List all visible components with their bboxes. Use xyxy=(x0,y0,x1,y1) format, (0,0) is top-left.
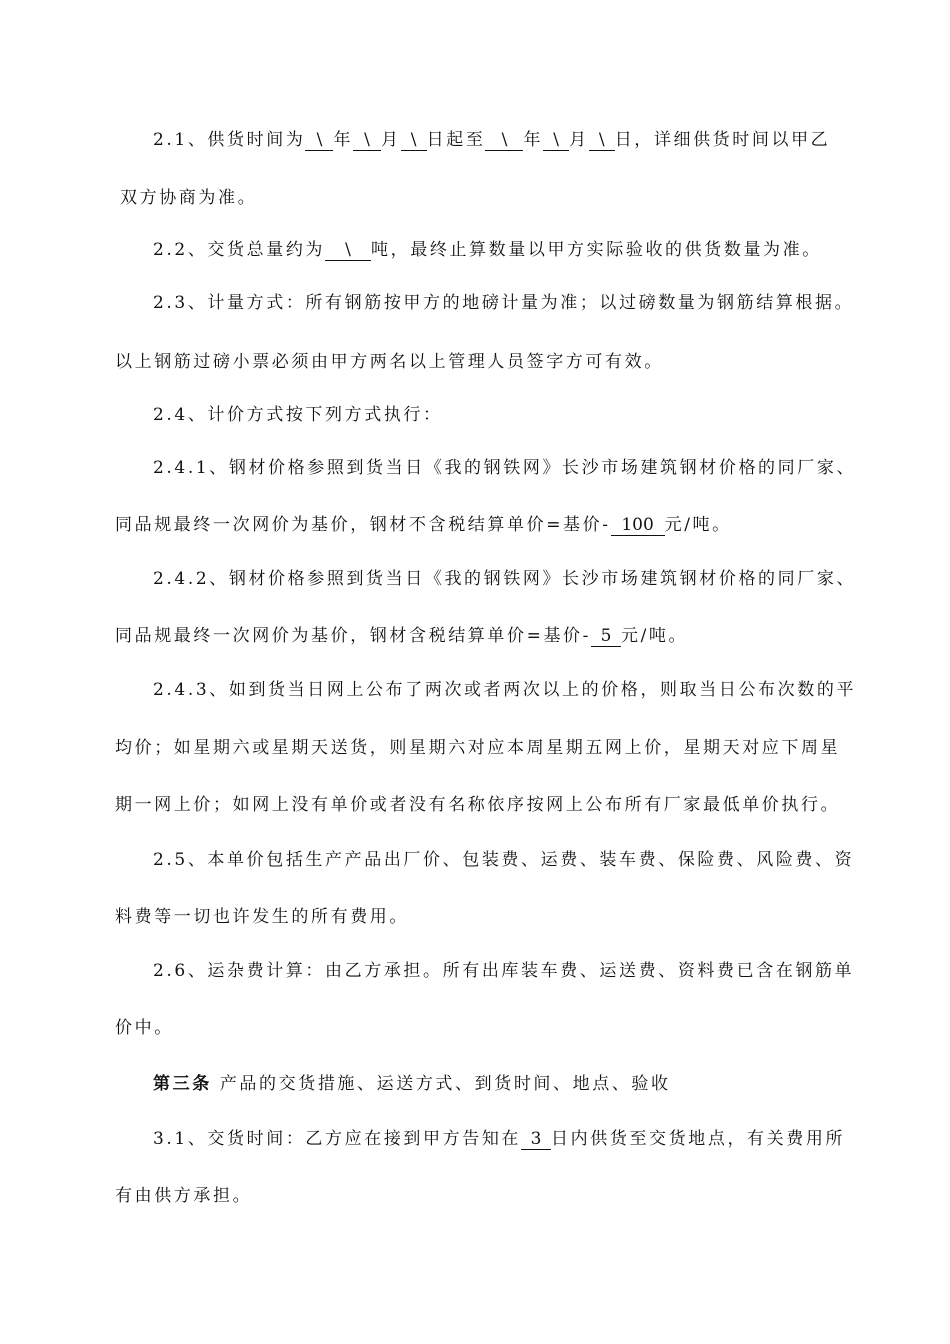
end-month-blank: \ xyxy=(543,130,569,151)
start-day-blank: \ xyxy=(401,130,427,151)
clause-2-4-2-continuation xyxy=(115,624,688,648)
start-day-label: 日起至 xyxy=(426,130,486,150)
article-3-label: 第三条 xyxy=(153,1074,212,1094)
clause-2-2-prefix: 2.2、交货总量约为 xyxy=(153,240,326,260)
delivery-days-blank: 3 xyxy=(521,1129,551,1150)
clause-2-1-prefix: 2.1、供货时间为 xyxy=(153,130,306,150)
clause-2-2 xyxy=(153,238,822,262)
clause-3-1-suffix: 日内供货至交货地点，有关费用所 xyxy=(551,1129,846,1149)
clause-2-4-2: 2.4.2、钢材价格参照到货当日《我的钢铁网》长沙市场建筑钢材价格的同厂家、 xyxy=(153,569,857,589)
end-day-label: 日，详细供货时间以甲乙 xyxy=(614,130,831,150)
clause-2-3: 2.3、计量方式：所有钢筋按甲方的地磅计量为准；以过磅数量为钢筋结算根据。 xyxy=(153,293,855,313)
clause-2-4-1: 2.4.1、钢材价格参照到货当日《我的钢铁网》长沙市场建筑钢材价格的同厂家、 xyxy=(153,458,857,478)
clause-2-6: 2.6、运杂费计算：由乙方承担。所有出库装车费、运送费、资料费已含在钢筋单 xyxy=(153,961,855,981)
clause-2-5: 2.5、本单价包括生产产品出厂价、包装费、运费、装车费、保险费、风险费、资 xyxy=(153,850,855,870)
clause-2-3-continuation: 以上钢筋过磅小票必须由甲方两名以上管理人员签字方可有效。 xyxy=(115,352,664,372)
clause-2-6-continuation: 价中。 xyxy=(115,1018,174,1038)
clause-2-4-2-cont-suffix: 元/吨。 xyxy=(621,626,689,646)
clause-3-1-prefix: 3.1、交货时间：乙方应在接到甲方告知在 xyxy=(153,1129,522,1149)
start-year-label: 年 xyxy=(333,130,354,150)
clause-2-4-3: 2.4.3、如到货当日网上公布了两次或者两次以上的价格，则取当日公布次数的平 xyxy=(153,680,857,700)
start-month-label: 月 xyxy=(381,130,401,150)
clause-2-4: 2.4、计价方式按下列方式执行： xyxy=(153,405,443,425)
end-month-label: 月 xyxy=(569,130,589,150)
clause-2-1-continuation: 双方协商为准。 xyxy=(120,188,258,208)
clause-2-4-3-continuation-1: 均价；如星期六或星期天送货，则星期六对应本周星期五网上价，星期天对应下周星 xyxy=(115,738,841,758)
clause-2-5-continuation: 料费等一切也许发生的所有费用。 xyxy=(115,907,409,927)
clause-2-2-suffix: 吨，最终止算数量以甲方实际验收的供货数量为准。 xyxy=(371,240,822,260)
deduction-tax-blank: 5 xyxy=(591,626,621,647)
end-year-blank: \ xyxy=(485,130,523,151)
clause-3-1-continuation: 有由供方承担。 xyxy=(115,1186,253,1206)
end-year-label: 年 xyxy=(523,130,544,150)
start-month-blank: \ xyxy=(353,130,381,151)
clause-3-1 xyxy=(153,1127,845,1151)
clause-2-4-1-continuation xyxy=(115,513,732,537)
total-quantity-blank: \ xyxy=(325,240,371,261)
clause-2-4-3-continuation-2: 期一网上价；如网上没有单价或者没有名称依序按网上公布所有厂家最低单价执行。 xyxy=(115,795,841,815)
clause-2-4-1-cont-prefix: 同品规最终一次网价为基价，钢材不含税结算单价=基价- xyxy=(115,515,611,535)
clause-2-1 xyxy=(153,128,830,152)
start-year-blank: \ xyxy=(305,130,333,151)
clause-2-4-2-cont-prefix: 同品规最终一次网价为基价，钢材含税结算单价=基价- xyxy=(115,626,591,646)
article-3-heading xyxy=(153,1072,671,1096)
clause-2-4-1-cont-suffix: 元/吨。 xyxy=(664,515,732,535)
deduction-no-tax-blank: 100 xyxy=(611,515,665,536)
end-day-blank: \ xyxy=(589,130,615,151)
article-3-title: 产品的交货措施、运送方式、到货时间、地点、验收 xyxy=(219,1074,671,1094)
